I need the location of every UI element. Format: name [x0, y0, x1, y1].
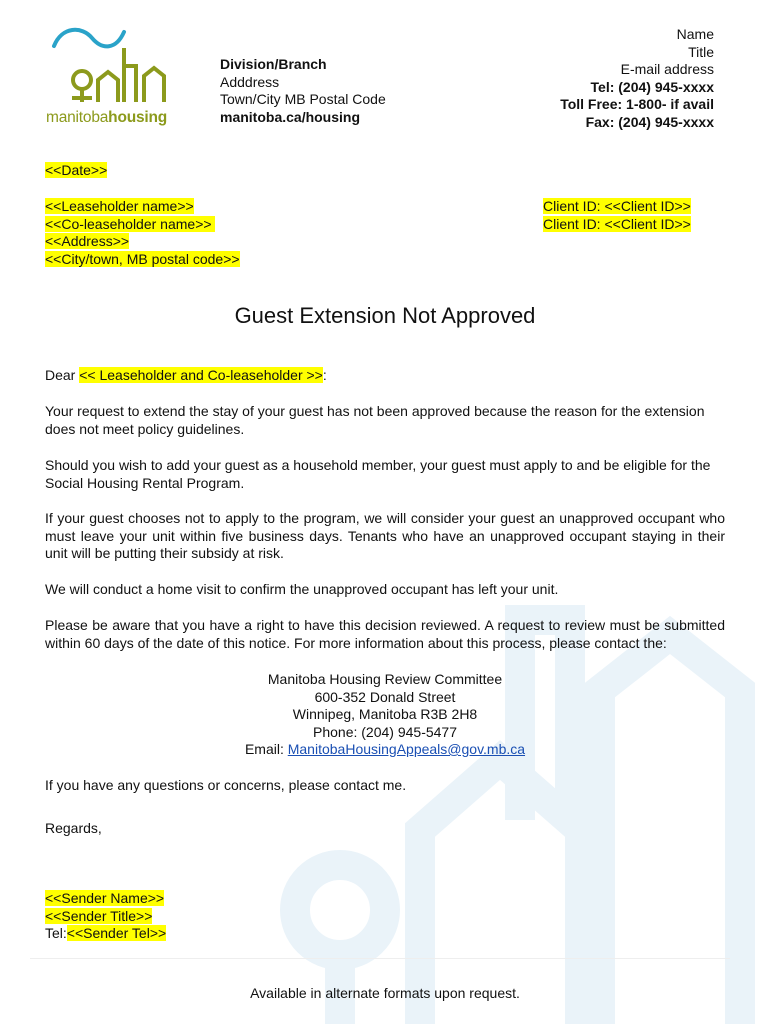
paragraph-not-approved: Your request to extend the stay of your guest has not been approved because the reason for the extension does not meet policy guidelines. [45, 403, 705, 437]
sender-title: <<Sender Title>> [45, 907, 153, 924]
sender-name: <<Sender Name>> [45, 890, 165, 906]
letter-date [45, 162, 107, 180]
manitoba-housing-logo [40, 18, 180, 130]
paragraph-questions: If you have any questions or concerns, please contact me. [45, 777, 407, 793]
footer-note: Available in alternate formats upon request. [250, 985, 520, 1001]
contact-fax: Fax: (204) 945-xxxx [585, 113, 714, 130]
date-placeholder: <<Date>> [45, 162, 108, 178]
contact-email: E-mail address [620, 61, 714, 77]
salutation-prefix: Dear [45, 367, 80, 383]
client-id-2: Client ID: <<Client ID>> [543, 215, 691, 232]
division-address: Adddress [220, 73, 280, 90]
paragraph-add-household-member: Should you wish to add your guest as a household member, your guest must apply to and be eligible for the Social Housing Rental Program. [45, 457, 711, 491]
committee-phone: Phone: (204) 945-5477 [313, 723, 457, 740]
committee-email-label: Email: [244, 741, 288, 757]
closing: Regards, [45, 820, 102, 836]
svg-text:manitobahousing [46, 109, 167, 126]
salutation-name: << Leaseholder and Co-leaseholder >> [79, 367, 323, 383]
client-id-1: Client ID: <<Client ID>> [543, 198, 691, 214]
contact-toll-free: Toll Free: 1-800- if avail [560, 96, 714, 112]
paragraph-home-visit: We will conduct a home visit to confirm the unapproved occupant has left your unit. [45, 581, 559, 597]
recipient-address: <<Address>> [45, 233, 130, 249]
paragraph-unapproved-occupant: If your guest chooses not to apply to the program, we will consider your guest an unapproved occupant who must leave your unit within five business days. Tenants who have an unapproved occupant staying in their unit will be putting their subsidy at risk. [45, 510, 725, 561]
paragraph-review-rights: Please be aware that you have a right to have this decision reviewed. A request to review must be submitted within 60 days of the date of this notice. For more information about this process, please contact the: [45, 617, 725, 651]
committee-street: 600-352 Donald Street [314, 688, 456, 705]
letter-title: Guest Extension Not Approved [234, 303, 536, 328]
logo-text-housing: housing [108, 109, 168, 126]
recipient-co-leaseholder: <<Co-leaseholder name>> [45, 215, 216, 232]
committee-city: Winnipeg, Manitoba R3B 2H8 [292, 706, 478, 722]
recipient-leaseholder: <<Leaseholder name>> [45, 198, 194, 214]
committee-email-line [0, 741, 770, 759]
contact-tel: Tel: (204) 945-xxxx [590, 78, 714, 95]
sender-tel: <<Sender Tel>> [66, 925, 167, 941]
contact-title: Title [688, 43, 714, 60]
footer-divider [30, 958, 730, 959]
committee-email-link[interactable]: ManitobaHousingAppeals@gov.mb.ca [287, 741, 526, 757]
division-address-block [220, 56, 386, 126]
recipient-address-block [45, 198, 240, 268]
contact-block [560, 26, 714, 131]
division-name: Division/Branch [220, 56, 327, 72]
client-id-block [543, 198, 691, 233]
recipient-city: <<City/town, MB postal code>> [45, 250, 240, 267]
review-committee-address [0, 671, 770, 759]
sender-block [45, 890, 166, 943]
salutation-suffix: : [322, 367, 327, 383]
division-website: manitoba.ca/housing [220, 108, 361, 125]
division-city: Town/City MB Postal Code [220, 91, 386, 107]
salutation [45, 367, 725, 385]
committee-name: Manitoba Housing Review Committee [267, 671, 503, 687]
contact-name: Name [676, 26, 714, 42]
logo-text-manitoba: manitoba [46, 109, 109, 126]
logo-wave-icon [54, 30, 124, 47]
sender-tel-label: Tel: [45, 925, 67, 941]
